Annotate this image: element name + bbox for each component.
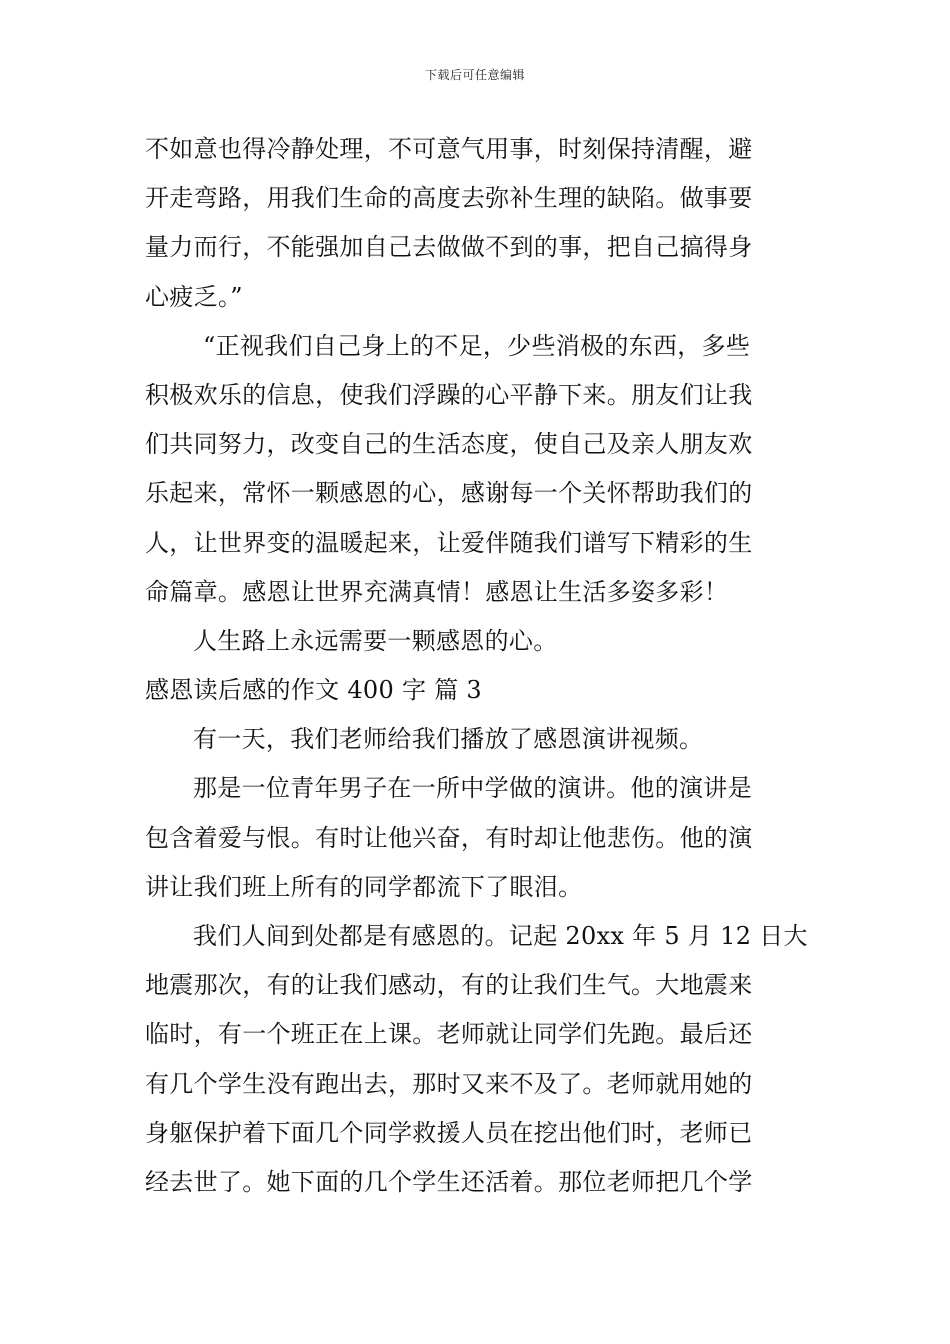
paragraph-line: 包含着爱与恨。有时让他兴奋，有时却让他悲伤。他的演 — [145, 823, 753, 852]
paragraph-line: 乐起来，常怀一颗感恩的心，感谢每一个关怀帮助我们的 — [145, 479, 753, 508]
paragraph-line: 开走弯路，用我们生命的高度去弥补生理的缺陷。做事要 — [145, 184, 753, 213]
paragraph-line: 心疲乏。” — [145, 282, 243, 311]
paragraph-line: “正视我们自己身上的不足，少些消极的东西，多些 — [203, 331, 751, 360]
paragraph-line: 那是一位青年男子在一所中学做的演讲。他的演讲是 — [193, 774, 752, 803]
paragraph-line: 地震那次，有的让我们感动，有的让我们生气。大地震来 — [145, 971, 753, 1000]
document-body — [145, 125, 807, 1207]
paragraph-line: 不如意也得冷静处理，不可意气用事，时刻保持清醒，避 — [145, 135, 753, 163]
paragraph-line: 经去世了。她下面的几个学生还活着。那位老师把几个学 — [145, 1167, 753, 1196]
paragraph-line: 临时，有一个班正在上课。老师就让同学们先跑。最后还 — [145, 1020, 753, 1049]
paragraph-line: 们共同努力，改变自己的生活态度，使自己及亲人朋友欢 — [145, 430, 753, 459]
paragraph-line: 有几个学生没有跑出去，那时又来不及了。老师就用她的 — [145, 1069, 753, 1098]
paragraph-line: 我们人间到处都是有感恩的。记起 20xx 年 5 月 12 日大 — [193, 922, 808, 950]
paragraph-line: 身躯保护着下面几个同学救援人员在挖出他们时，老师已 — [145, 1118, 753, 1147]
paragraph-line: 积极欢乐的信息，使我们浮躁的心平静下来。朋友们让我 — [145, 380, 753, 409]
paragraph-line: 讲让我们班上所有的同学都流下了眼泪。 — [145, 872, 583, 901]
paragraph-line: 命篇章。感恩让世界充满真情！感恩让生活多姿多彩！ — [145, 577, 729, 606]
paragraph-line: 量力而行，不能强加自己去做做不到的事，把自己搞得身 — [145, 233, 753, 262]
paragraph-line: 人，让世界变的温暖起来，让爱伴随我们谱写下精彩的生 — [145, 528, 753, 557]
section-heading: 感恩读后感的作文 400 字 篇 3 — [145, 676, 482, 705]
page-header: 下载后可任意编辑 — [424, 68, 525, 82]
paragraph-line: 有一天，我们老师给我们播放了感恩演讲视频。 — [193, 725, 704, 754]
paragraph-line: 人生路上永远需要一颗感恩的心。 — [193, 626, 558, 655]
